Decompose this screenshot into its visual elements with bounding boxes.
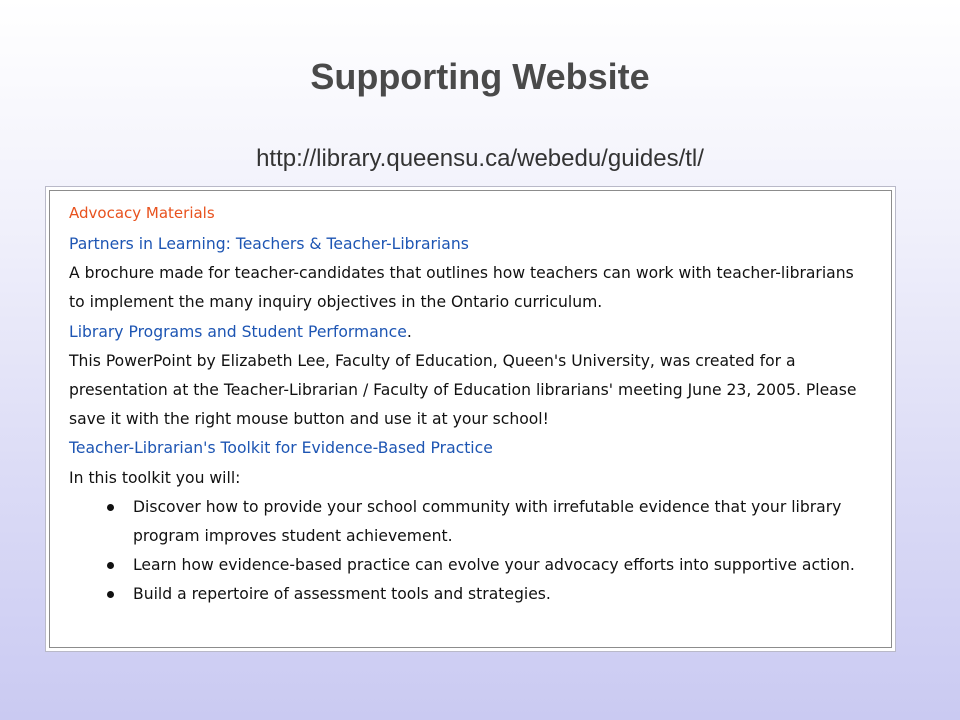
entry-toolkit — [69, 434, 873, 492]
toolkit-bullet-list — [69, 493, 873, 610]
list-item-text: Build a repertoire of assessment tools and strategies. — [133, 585, 551, 604]
section-heading: Advocacy Materials — [69, 204, 215, 222]
partners-in-learning-link[interactable]: Partners in Learning: Teachers & Teacher-Librarians — [69, 235, 469, 253]
list-item — [107, 551, 873, 580]
bullet-icon — [107, 504, 114, 511]
bullet-icon — [107, 562, 114, 569]
toolkit-link[interactable]: Teacher-Librarian's Toolkit for Evidence-Based Practice — [69, 439, 493, 458]
list-item-text: Discover how to provide your school community with irrefutable evidence that your library program improves student achievement. — [133, 497, 842, 546]
entry-trailing: . — [406, 322, 412, 341]
library-programs-description: This PowerPoint by Elizabeth Lee, Faculty of Education, Queen's University, was created for a presentation at the Teacher-Librarian / Faculty of Education librarians' meeting June 23, 2005. Please save it with the right mouse button and use it at your school! — [69, 351, 857, 429]
bullet-icon — [107, 591, 114, 598]
toolkit-description: In this toolkit you will: — [69, 468, 241, 487]
entry-library-programs — [69, 318, 873, 435]
list-item-text: Learn how evidence-based practice can evolve your advocacy efforts into supportive action. — [133, 556, 855, 575]
slide-title: Supporting Website — [310, 56, 650, 97]
list-item — [107, 493, 873, 551]
website-screenshot — [49, 190, 892, 648]
list-item — [107, 580, 873, 609]
partners-in-learning-description: A brochure made for teacher-candidates that outlines how teachers can work with teacher-librarians to implement the many inquiry objectives in the Ontario curriculum. — [69, 264, 854, 312]
entry-partners-in-learning — [69, 230, 873, 318]
website-url-link[interactable]: http://library.queensu.ca/webedu/guides/tl/ — [256, 145, 704, 172]
library-programs-link[interactable]: Library Programs and Student Performance — [69, 322, 407, 341]
